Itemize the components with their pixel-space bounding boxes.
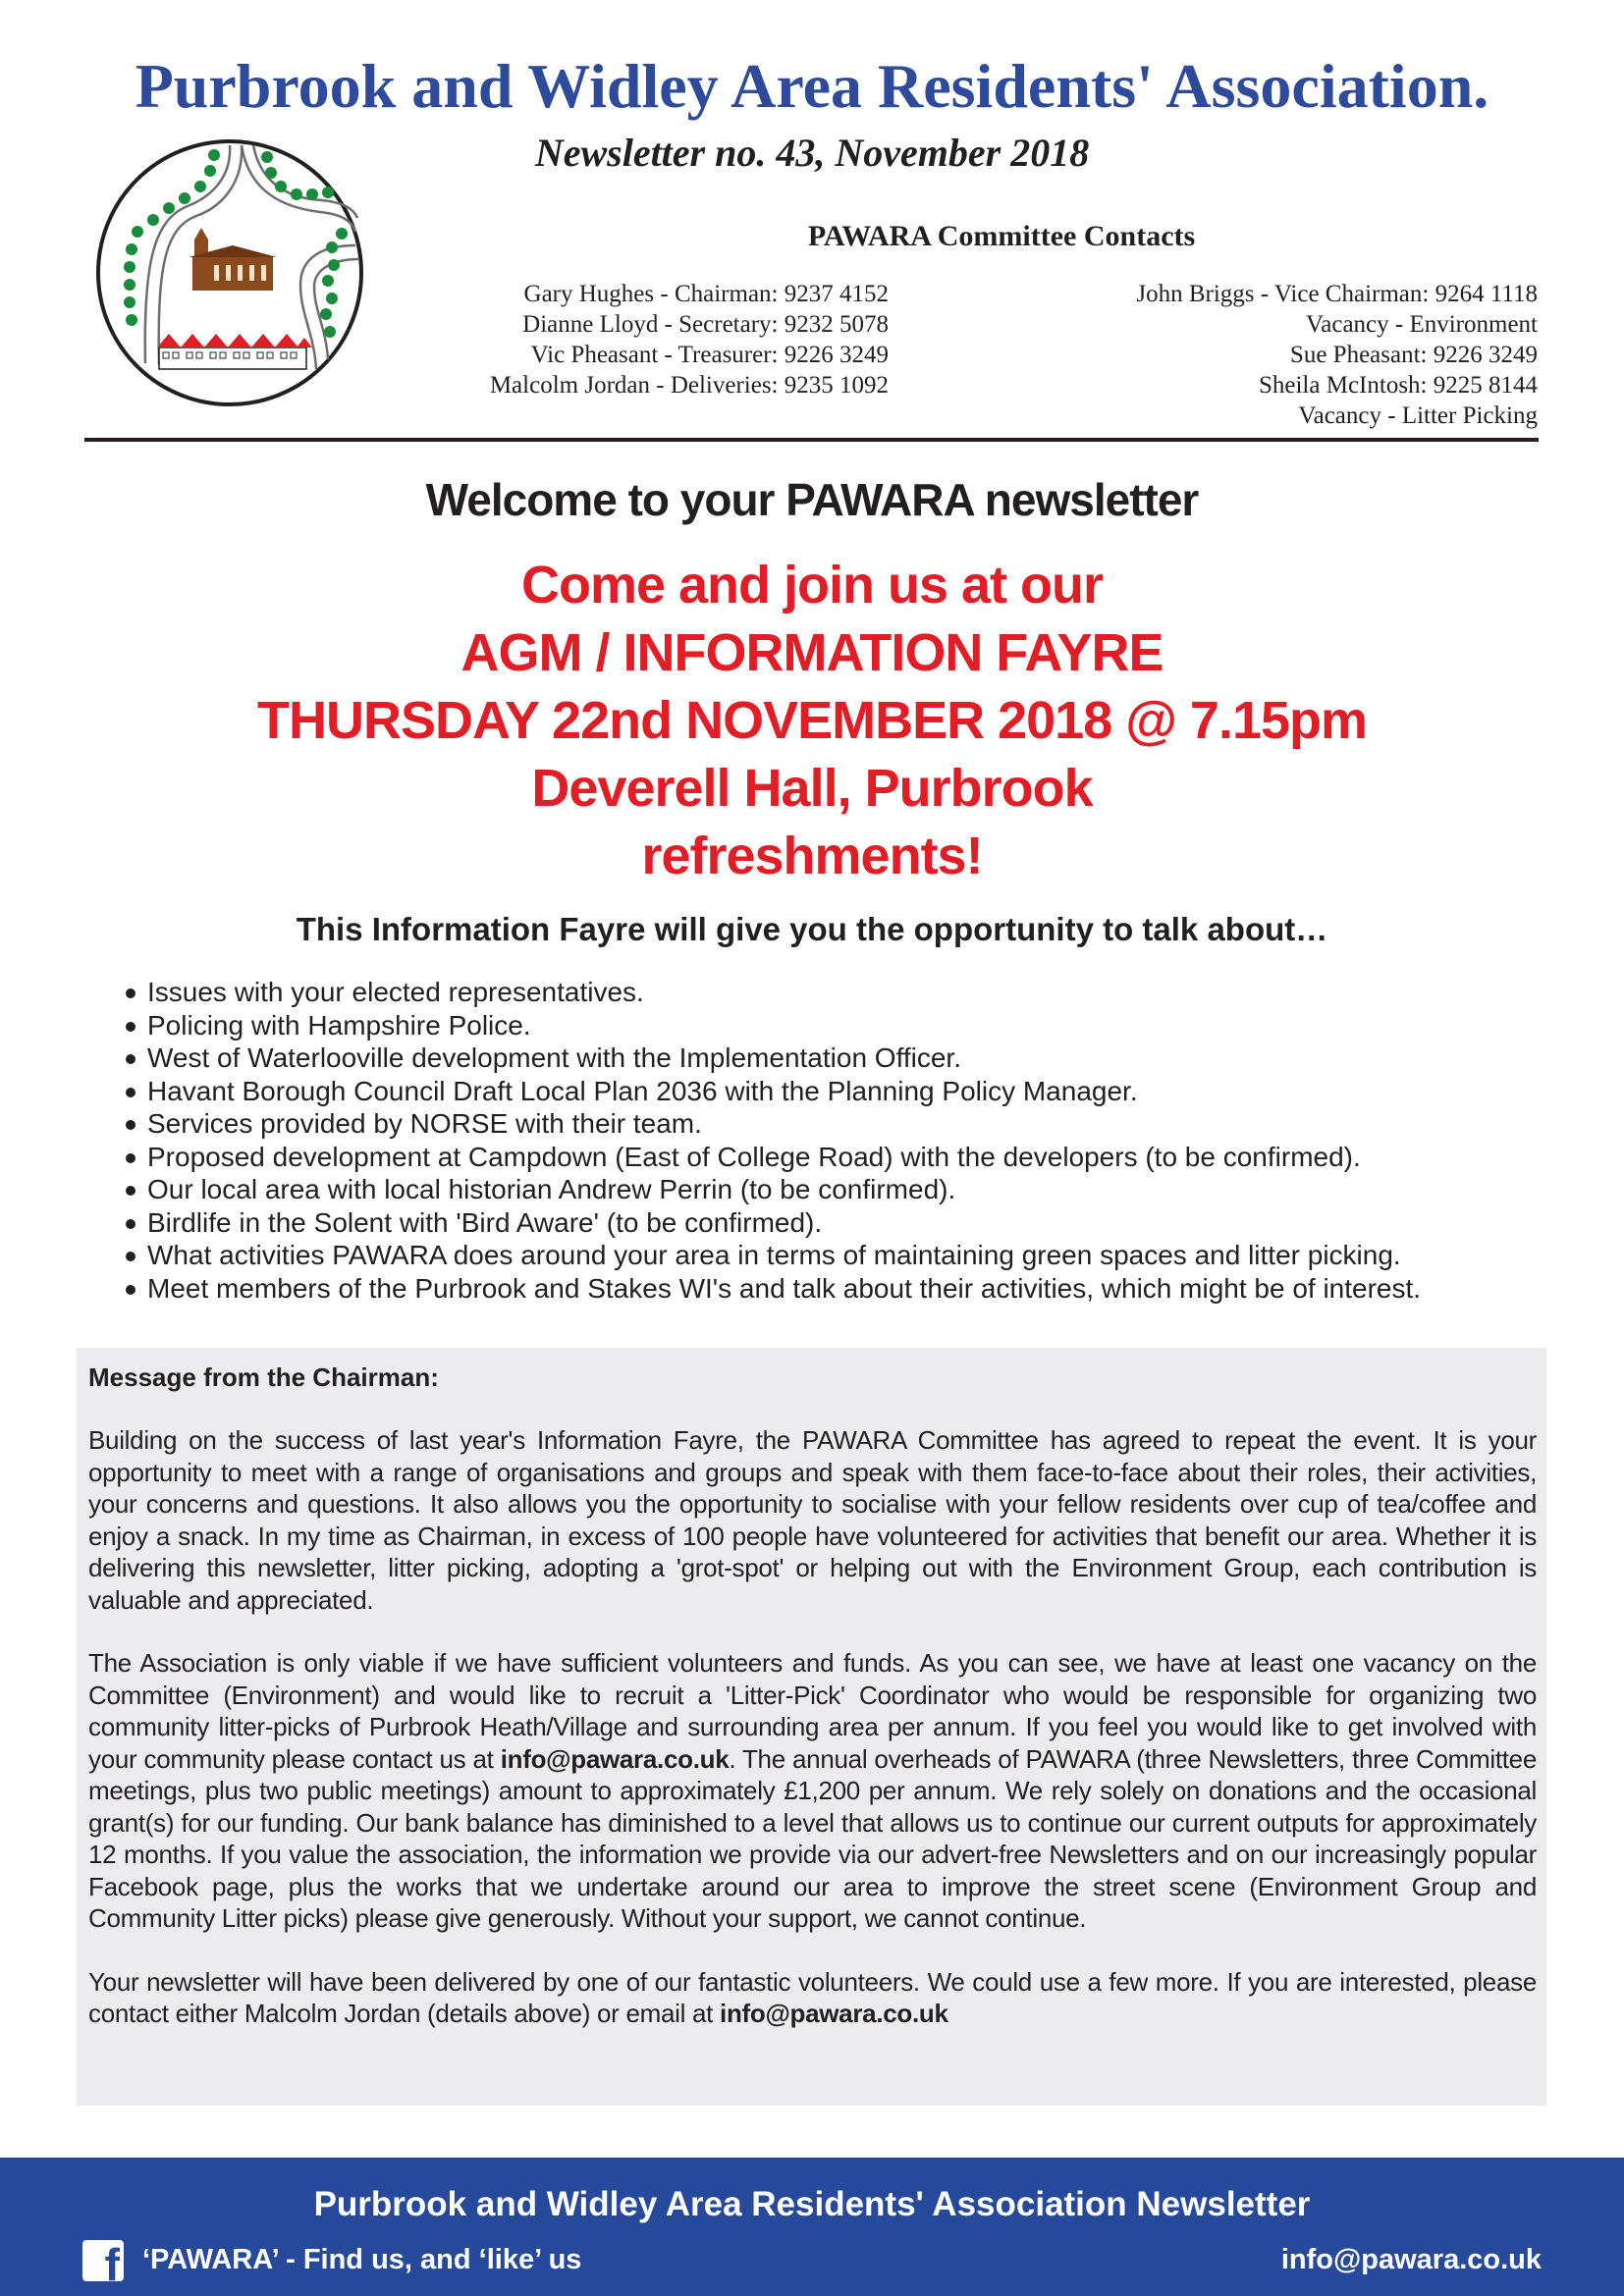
topics-list — [124, 976, 1421, 1305]
chairman-paragraph-3-start: Your newsletter will have been delivered by one of our fantastic volunteers. We could use a few more. If you are interested, please contact either Malcolm Jordan (details above) or email at — [88, 1966, 1537, 2028]
contact-vice-chairman: John Briggs - Vice Chairman: 9264 1118 — [1136, 281, 1538, 307]
event-date: THURSDAY 22nd NOVEMBER 2018 @ 7.15pm — [256, 691, 1368, 750]
list-item: West of Waterlooville development with the Implementation Officer. — [124, 1041, 1421, 1075]
list-item: Birdlife in the Solent with 'Bird Aware' (to be confirmed). — [124, 1206, 1421, 1240]
footer-title: Purbrook and Widley Area Residents' Association Newsletter — [313, 2185, 1311, 2223]
event-venue: Deverell Hall, Purbrook — [531, 759, 1093, 818]
footer-email-link[interactable]: info@pawara.co.uk — [1280, 2244, 1542, 2275]
event-invite: Come and join us at our — [520, 556, 1104, 614]
facebook-icon[interactable] — [82, 2240, 124, 2281]
list-item: What activities PAWARA does around your area in terms of maintaining green spaces and litter picking. — [124, 1239, 1421, 1272]
welcome-heading: Welcome to your PAWARA newsletter — [425, 474, 1199, 525]
contacts-right-column — [1011, 279, 1538, 431]
newsletter-title: Purbrook and Widley Area Residents' Association. — [135, 51, 1489, 121]
contact-deliveries: Malcolm Jordan - Deliveries: 9235 1092 — [489, 372, 889, 399]
contacts-left-column — [373, 279, 889, 400]
association-logo — [94, 137, 365, 408]
contact-treasurer: Vic Pheasant - Treasurer: 9226 3249 — [530, 342, 889, 368]
facebook-glyph: f — [104, 2240, 120, 2281]
contact-email-link[interactable]: info@pawara.co.uk — [500, 1743, 730, 1774]
chairman-paragraph-2-end: . The annual overheads of PAWARA (three Newsletters, three Committee meetings, plus two public meetings) amount to approximately £1,200 per annum. We rely solely on donations and the occasional grant(s) for our funding. Our bank balance has diminished to a level that allows us to continue our current outputs for approximately 12 months. If you value the association, the information we provide via our advert-free Newsletters and on our increasingly popular Facebook page, plus the works that we undertake around our area to improve the street scene (Environment Group and Community Litter picks) please give generously. Without your support, we cannot continue. — [88, 1743, 1538, 1933]
header-divider — [84, 438, 1539, 442]
footer-bar — [0, 2158, 1624, 2296]
contact-chairman: Gary Hughes - Chairman: 9237 4152 — [523, 281, 889, 307]
facebook-link[interactable]: ‘PAWARA’ - Find us, and ‘like’ us — [142, 2244, 582, 2275]
contact-sue-pheasant: Sue Pheasant: 9226 3249 — [1289, 342, 1538, 368]
chairman-paragraph-3 — [88, 1966, 1537, 2030]
list-item: Proposed development at Campdown (East of College Road) with the developers (to be confirmed). — [124, 1141, 1421, 1174]
contacts-heading: PAWARA Committee Contacts — [807, 220, 1196, 252]
list-item: Our local area with local historian Andrew Perrin (to be confirmed). — [124, 1173, 1421, 1206]
chairman-message-heading: Message from the Chairman: — [88, 1362, 439, 1392]
newsletter-issue: Newsletter no. 43, November 2018 — [534, 131, 1090, 175]
volunteer-email-link[interactable]: info@pawara.co.uk — [720, 1999, 948, 2028]
fayre-intro: This Information Fayre will give you the opportunity to talk about… — [296, 911, 1328, 947]
chairman-paragraph-1: Building on the success of last year's Information Fayre, the PAWARA Committee has agreed to repeat the event. It is your opportunity to meet with a range of organisations and groups and speak with them face-to-face about their roles, their activities, your concerns and questions. It also allows you the opportunity to socialise with your fellow residents over cup of tea/coffee and enjoy a snack. In my time as Chairman, in excess of 100 people have volunteered for activities that benefit our area. Whether it is delivering this newsletter, litter picking, adopting a 'grot-spot' or helping out with the Environment Group, each contribution is valuable and appreciated. — [88, 1425, 1537, 1615]
list-item: Services provided by NORSE with their team. — [124, 1107, 1421, 1141]
chairman-paragraph-2 — [88, 1647, 1537, 1935]
contact-litter-picking: Vacancy - Litter Picking — [1298, 402, 1538, 429]
list-item: Havant Borough Council Draft Local Plan 2036 with the Planning Policy Manager. — [124, 1075, 1421, 1108]
contact-secretary: Dianne Lloyd - Secretary: 9232 5078 — [522, 311, 889, 338]
contact-sheila-mcintosh: Sheila McIntosh: 9225 8144 — [1258, 372, 1538, 399]
event-name: AGM / INFORMATION FAYRE — [460, 623, 1164, 682]
contact-environment: Vacancy - Environment — [1305, 311, 1538, 338]
list-item: Policing with Hampshire Police. — [124, 1009, 1421, 1042]
list-item: Meet members of the Purbrook and Stakes WI's and talk about their activities, which might be of interest. — [124, 1272, 1421, 1306]
chairman-message-panel — [77, 1348, 1546, 2106]
list-item: Issues with your elected representatives. — [124, 976, 1421, 1009]
chairman-paragraph-2-start: The Association is only viable if we have sufficient volunteers and funds. As you can see, we have at least one vacancy on the Committee (Environment) and would like to recruit a 'Litter-Pick' Coordinator who would be responsible for organizing two community litter-picks of Purbrook Heath/Village and surrounding area per annum. If you feel you would like to get involved with your community please contact us at — [88, 1648, 1537, 1774]
event-announcement — [0, 552, 1624, 890]
event-refreshments: refreshments! — [641, 827, 983, 885]
